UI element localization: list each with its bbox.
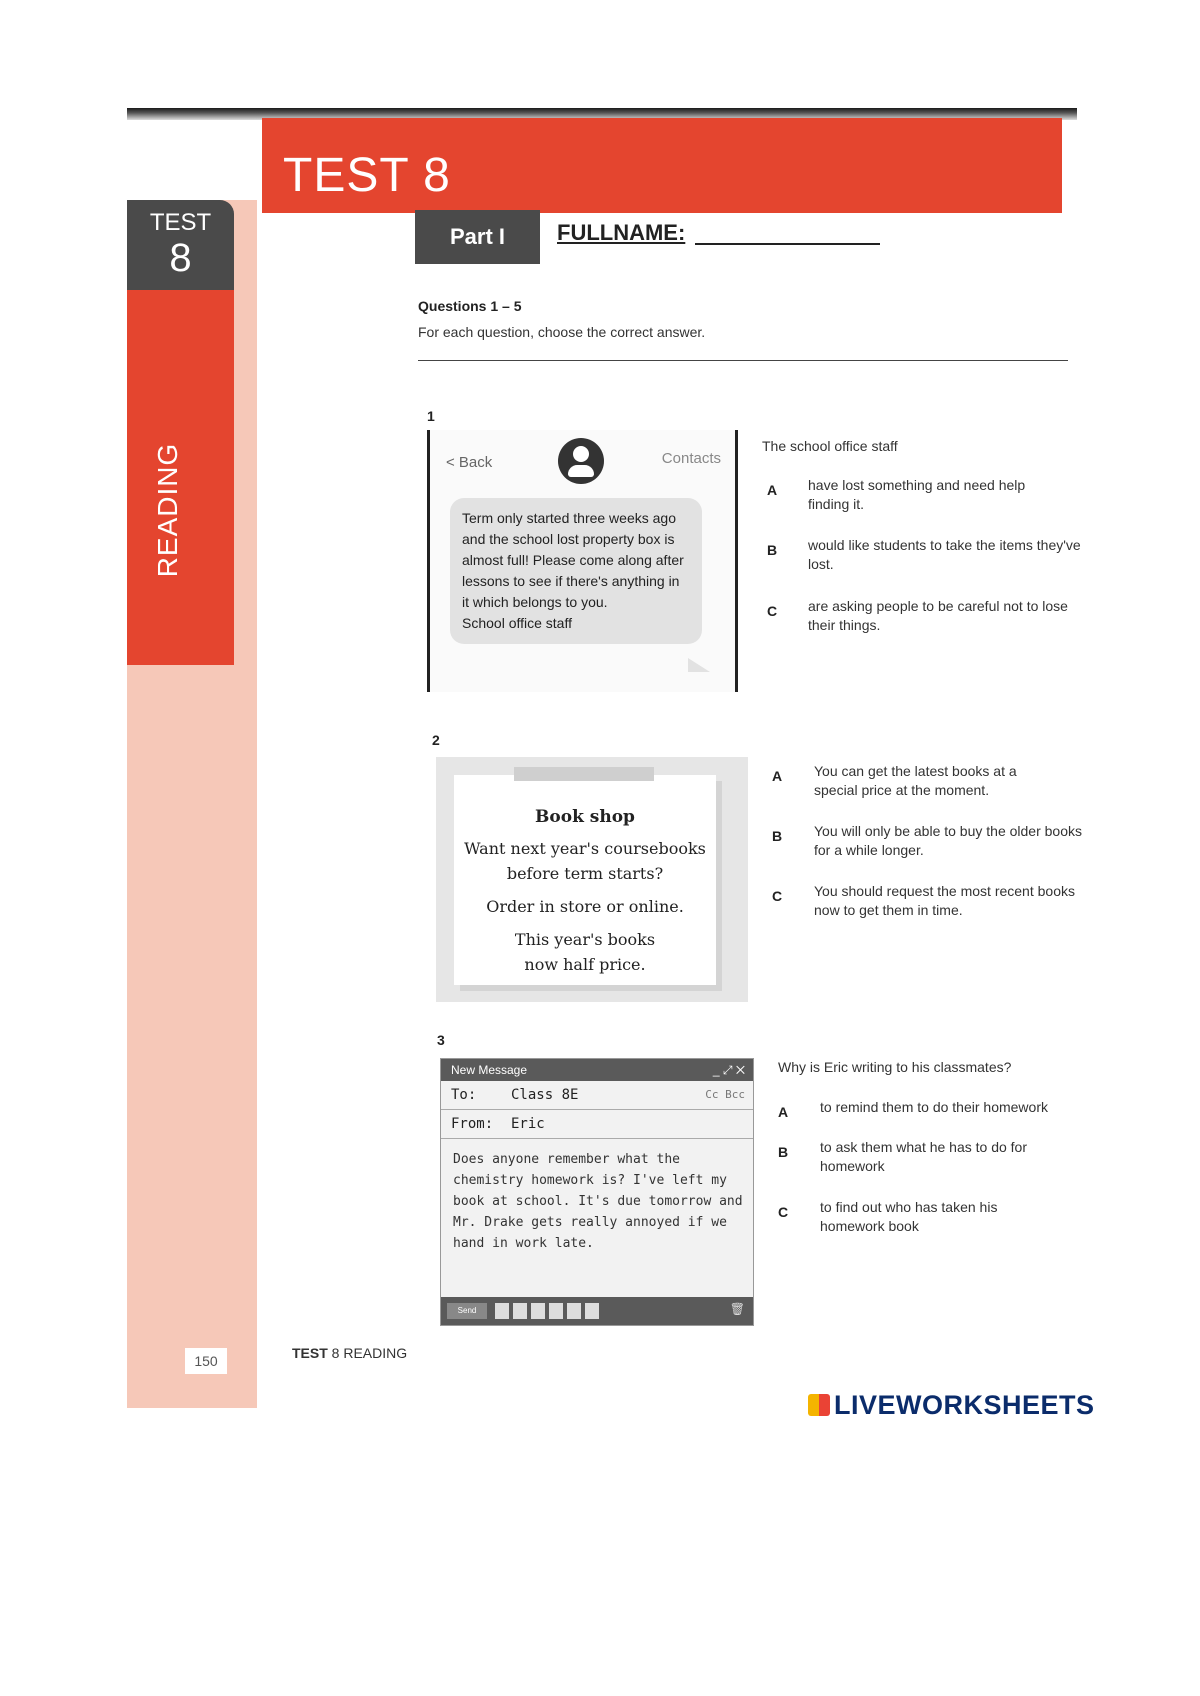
brand-text: LIVEWORKSHEETS (834, 1390, 1095, 1420)
option-text[interactable]: are asking people to be careful not to lose their things. (808, 598, 1068, 633)
question-number-3: 3 (437, 1032, 445, 1048)
email-window-title: New Message (451, 1063, 528, 1077)
notice-line: before term starts? (506, 864, 664, 883)
window-controls-icon: _ ⤢ ✕ (712, 1063, 745, 1077)
option-letter[interactable]: A (772, 768, 783, 784)
option-text[interactable]: to ask them what he has to do for homework (820, 1139, 1028, 1174)
message-bubble (450, 498, 702, 644)
questions-heading: Questions 1 – 5 (418, 298, 522, 314)
option-text[interactable]: would like students to take the items they've lost. (808, 537, 1081, 572)
contact-avatar-icon (558, 438, 604, 484)
option-letter[interactable]: C (767, 603, 778, 619)
notice-text (454, 805, 716, 977)
fullname-label: FULLNAME: (557, 220, 686, 245)
email-to-row (441, 1081, 753, 1110)
format-icon (531, 1303, 545, 1319)
instruction-text: For each question, choose the correct answer. (418, 324, 706, 340)
email-toolbar (441, 1297, 753, 1325)
email-window-image (440, 1058, 754, 1326)
option-text[interactable]: have lost something and need help finding it. (808, 477, 1026, 512)
question-3-stem: Why is Eric writing to his classmates? (778, 1059, 1012, 1075)
option-letter[interactable]: C (778, 1204, 789, 1220)
option-letter[interactable]: B (778, 1144, 789, 1160)
footer-label-rest: 8 READING (331, 1345, 408, 1361)
divider (418, 360, 1068, 361)
page-title: TEST 8 (283, 149, 451, 202)
email-from-label: From: (451, 1116, 494, 1132)
notice-line: Order in store or online. (486, 897, 684, 916)
format-icon (513, 1303, 527, 1319)
bubble-tail (688, 658, 710, 672)
phone-back-link: < Back (446, 454, 493, 471)
format-icon (585, 1303, 599, 1319)
option-text[interactable]: to remind them to do their homework (820, 1099, 1048, 1115)
fullname-input-line[interactable] (695, 243, 880, 245)
part-label: Part I (415, 210, 540, 264)
side-test-text: TEST (149, 209, 212, 236)
option-letter[interactable]: A (767, 482, 778, 498)
side-test-number: 8 (169, 236, 192, 280)
footer-label (292, 1345, 407, 1361)
email-to-label: To: (451, 1087, 477, 1103)
option-letter[interactable]: B (772, 828, 783, 844)
notice-line: This year's books (514, 930, 656, 949)
brand-icon (808, 1394, 830, 1416)
option-text[interactable]: You should request the most recent books now to get them in time. (814, 883, 1075, 918)
option-letter[interactable]: C (772, 888, 783, 904)
option-letter[interactable]: B (767, 542, 778, 558)
notice-line: now half price. (524, 955, 646, 974)
email-cc-bcc: Cc Bcc (705, 1088, 745, 1101)
message-signature: School office staff (462, 615, 572, 631)
email-send-button: Send (447, 1303, 487, 1319)
option-text[interactable]: You will only be able to buy the older books for a while longer. (814, 823, 1082, 858)
option-text[interactable]: You can get the latest books at a special price at the moment. (814, 763, 1017, 798)
notice-title: Book shop (535, 807, 635, 827)
book-shop-notice (436, 757, 748, 1002)
brand-logo (808, 1390, 1095, 1421)
email-from-value: Eric (511, 1116, 545, 1132)
footer-label-bold: TEST (292, 1345, 328, 1361)
notice-line: Want next year's coursebooks (464, 839, 706, 858)
email-to-value: Class 8E (511, 1087, 579, 1103)
side-test-label (127, 210, 234, 280)
question-1-stem: The school office staff (762, 438, 898, 454)
notice-tape (514, 767, 654, 781)
page-number: 150 (185, 1348, 227, 1374)
question-number-2: 2 (432, 732, 440, 748)
email-from-row (441, 1110, 753, 1139)
option-letter[interactable]: A (778, 1104, 789, 1120)
phone-message-image (427, 430, 738, 692)
side-section-label: READING (152, 442, 183, 578)
email-body: Does anyone remember what the chemistry homework is? I've left my book at school. It's due tomorrow and Mr. Drake gets really annoyed if we hand in work late. (453, 1152, 743, 1251)
format-icon (495, 1303, 509, 1319)
trash-icon: 🗑 (729, 1302, 745, 1316)
notice-card (454, 775, 716, 985)
format-icon (567, 1303, 581, 1319)
question-number-1: 1 (427, 408, 435, 424)
option-text[interactable]: to find out who has taken his homework book (820, 1199, 998, 1234)
format-icon (549, 1303, 563, 1319)
email-title-bar (441, 1059, 753, 1081)
phone-contacts-link: Contacts (661, 450, 721, 467)
message-text: Term only started three weeks ago and the school lost property box is almost full! Please come along after lessons to see if there's anything in it which belongs to you. (462, 510, 684, 610)
